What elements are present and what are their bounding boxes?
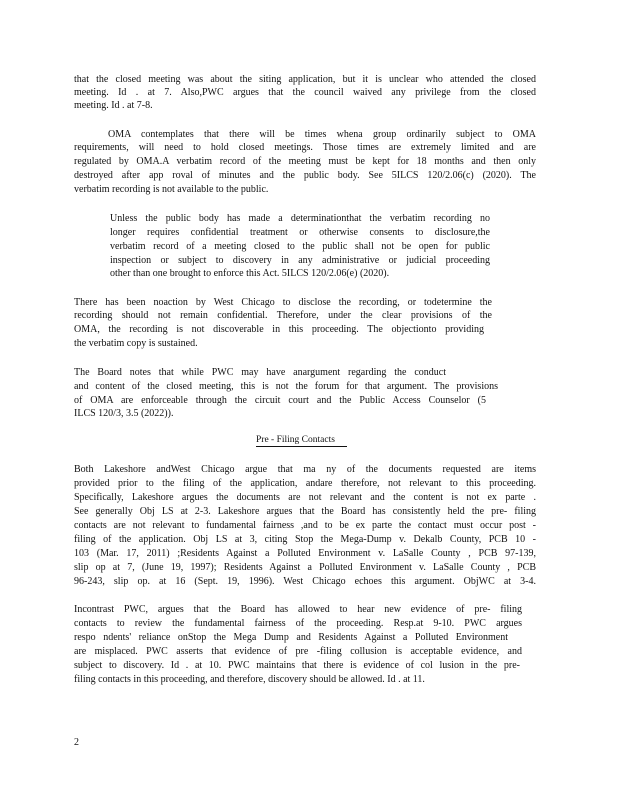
paragraph-line: ILCS 120/3, 3.5 (2022)). (74, 408, 174, 419)
paragraph-line: of OMA are enforceable through the circuit court and the Public Access Counselor (5 (74, 395, 486, 406)
paragraph-line: contacts are not relevant to fundamental fairness ,and to be ex parte the contact must occur post - (74, 520, 536, 531)
quote-line: Unless the public body has made a determinationthat the verbatim recording no (110, 213, 490, 224)
paragraph-line: that the closed meeting was about the siting application, but it is unclear who attended the closed (74, 74, 536, 85)
paragraph-line: Both Lakeshore andWest Chicago argue that ma ny of the documents requested are items (74, 464, 536, 475)
paragraph-line: the verbatim copy is sustained. (74, 338, 198, 349)
paragraph-line: provided prior to the filing of the application, andare therefore, not relevant to this proceeding. (74, 478, 536, 489)
paragraph-line: The Board notes that while PWC may have anargument regarding the conduct (74, 367, 446, 378)
paragraph-line: respo ndents' reliance onStop the Mega Dump and Residents Against a Polluted Environment (74, 632, 508, 643)
paragraph-line: are misplaced. PWC asserts that evidence of pre -filing collusion is acceptable evidence, and (74, 646, 522, 657)
paragraph-line: 96-243, slip op. at 16 (Sept. 19, 1996). West Chicago echoes this argument. ObjWC at 3-4. (74, 576, 536, 587)
page-number: 2 (74, 737, 79, 748)
paragraph-line: filing contacts in this proceeding, and therefore, discovery should be allowed. Id . at 11. (74, 674, 425, 685)
paragraph-line: See generally Obj LS at 2-3. Lakeshore argues that the Board has consistently held the pre- filing (74, 506, 536, 517)
paragraph-line: recording should not remain confidential. Therefore, under the clear provisions of the (74, 310, 492, 321)
paragraph-line: verbatim recording is not available to the public. (74, 184, 269, 195)
quote-line: longer requires confidential treatment or otherwise consents to disclosure,the (110, 227, 490, 238)
paragraph-line: OMA contemplates that there will be times whena group ordinarily subject to OMA (108, 129, 536, 140)
paragraph-line: meeting. Id . at 7. Also,PWC argues that the council waived any privilege from the closed (74, 87, 536, 98)
paragraph-line: OMA, the recording is not discoverable in this proceeding. The objectionto providing (74, 324, 484, 335)
paragraph-line: regulated by OMA.A verbatim record of the meeting must be kept for 18 months and then only (74, 156, 536, 167)
paragraph-line: Specifically, Lakeshore argues the documents are not relevant and the content is not ex parte . (74, 492, 536, 503)
paragraph-line: destroyed after app roval of minutes and the public body. See 5ILCS 120/2.06(c) (2020). The (74, 170, 536, 181)
paragraph-line: requirements, will need to hold closed meetings. Those times are extremely limited and are (74, 142, 536, 153)
section-heading: Pre - Filing Contacts (256, 434, 347, 447)
paragraph-line: meeting. Id . at 7-8. (74, 100, 153, 111)
quote-line: verbatim record of a meeting closed to the public shall not be open for public (110, 241, 490, 252)
paragraph-line: slip op at 7, (June 19, 1997); Residents Against a Polluted Environment v. LaSalle County , PCB (74, 562, 536, 573)
quote-line: other than one brought to enforce this Act. 5ILCS 120/2.06(e) (2020). (110, 268, 390, 279)
paragraph-line: subject to discovery. Id . at 10. PWC maintains that there is evidence of col lusion in the pre- (74, 660, 520, 671)
paragraph-line: 103 (Mar. 17, 2011) ;Residents Against a Polluted Environment v. LaSalle County , PCB 97-139, (74, 548, 536, 559)
paragraph-line: and content of the closed meeting, this is not the forum for that argument. The provisions (74, 381, 498, 392)
paragraph-line: contacts to review the fundamental fairness of the proceeding. Resp.at 9-10. PWC argues (74, 618, 522, 629)
paragraph-line: Incontrast PWC, argues that the Board has allowed to hear new evidence of pre- filing (74, 604, 522, 615)
quote-line: inspection or subject to discovery in any administrative or judicial proceeding (110, 255, 490, 266)
paragraph-line: filing of the application. Obj LS at 3, citing Stop the Mega-Dump v. Dekalb County, PCB 10 - (74, 534, 536, 545)
paragraph-line: There has been noaction by West Chicago to disclose the recording, or todetermine the (74, 297, 492, 308)
